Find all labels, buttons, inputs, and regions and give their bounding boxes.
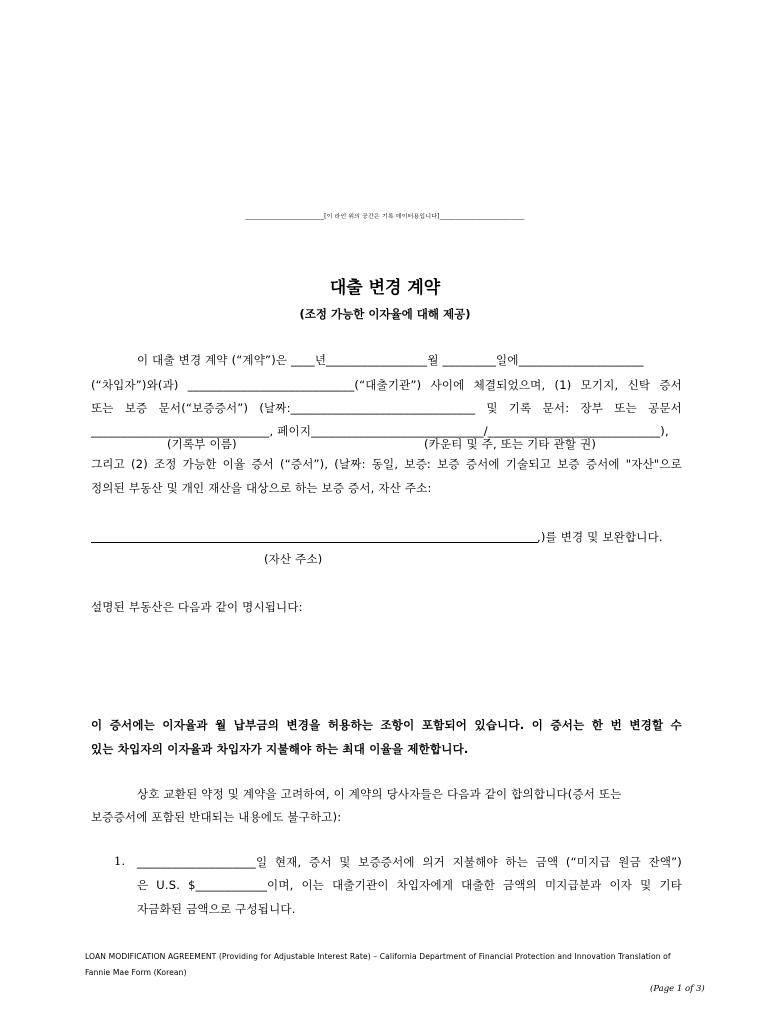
consideration-line-1: 상호 교환된 약정 및 계약을 고려하여, 이 계약의 당사자들은 다음과 같이 합의합니다(증서 또는 [137,787,622,801]
intro-line-7: ,)를 변경 및 보완합니다. [537,530,663,544]
document-subtitle: (조정 가능한 이자율에 대해 제공) [299,307,471,321]
page-number: (Page 1 of 3) [650,984,705,994]
property-address-blank [91,542,538,543]
intro-line-4: ______________________________, 페이지_____________________________/_____________________________), [91,424,669,438]
item-1-number: 1. [114,854,126,868]
item-1-line-3: 자금화된 금액으로 구성됩니다. [137,902,296,916]
notice-line-1: 이 증서에는 이자율과 월 납부금의 변경을 허용하는 조항이 포함되어 있습니다. 이 증서는 한 번 변경할 수 [91,718,682,732]
notice-line-2: 있는 차입자의 이자율과 차입자가 지불해야 하는 최대 이율을 제한합니다. [91,742,469,756]
intro-line-2: (“차입자”)와(과) ____________________________(“대출기관”) 사이에 체결되었으며, (1) 모기지, 신탁 증서 [91,378,682,392]
footer-line-1: LOAN MODIFICATION AGREEMENT (Providing for Adjustable Interest Rate) – California Department of Financial Protection and Innovation Translation of [85,952,671,961]
item-1-line-1: ____________________일 현재, 증서 및 보증증서에 의거 지불해야 하는 금액 (“미지급 원금 잔액”) [137,855,682,869]
label-county-state: (카운티 및 주, 또는 기타 관할 권) [424,437,597,451]
intro-line-3: 또는 보증 문서(“보증증서”) (날짜:_______________________________ 및 기록 문서: 장부 또는 공문서 [91,401,682,415]
label-property-address: (자산 주소) [264,552,323,566]
intro-line-1: 이 대출 변경 계약 (“계약”)은 ____년_________________월 _________일에_____________________ [137,353,644,367]
intro-line-5: 그리고 (2) 조정 가능한 이율 증서 (“증서”), (날짜: 동일, 보증: 보증 증서에 기술되고 보증 증서에 "자산"으로 [91,457,682,471]
label-recording-book: (기록부 이름) [167,437,237,451]
consideration-line-2: 보증증서에 포함된 반대되는 내용에도 불구하고): [91,810,342,824]
document-title: 대출 변경 계약 [329,278,441,298]
footer-line-2: Fannie Mae Form (Korean) [85,968,187,977]
recording-data-line: _________________________[이 라인 위의 공간은 기록 데이터용입니다]___________________________ [245,214,525,220]
described-statement: 설명된 부동산은 다음과 같이 명시됩니다: [91,600,303,614]
item-1-line-2: 은 U.S. $____________이며, 이는 대출기관이 차입자에게 대출한 금액의 미지급분과 이자 및 기타 [137,878,682,892]
intro-line-6: 정의된 부동산 및 개인 재산을 대상으로 하는 보증 증서, 자산 주소: [91,481,432,495]
